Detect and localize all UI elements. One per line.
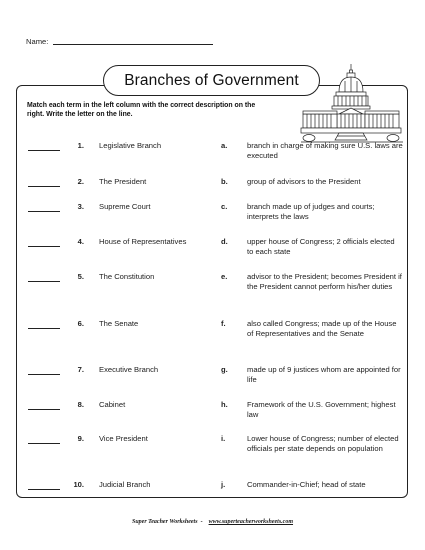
option-letter: c. bbox=[221, 202, 228, 211]
term-text: House of Representatives bbox=[99, 237, 187, 246]
description-text: Lower house of Congress; number of elected officials per state depends on population bbox=[247, 434, 399, 453]
answer-blank[interactable] bbox=[28, 246, 60, 247]
answer-blank[interactable] bbox=[28, 374, 60, 375]
item-number: 4. bbox=[77, 237, 84, 246]
option-letter: a. bbox=[221, 141, 228, 150]
item-number: 10. bbox=[73, 480, 84, 489]
page-title-text: Branches of Government bbox=[124, 71, 299, 89]
description-text: made up of 9 justices whom are appointed for life bbox=[247, 365, 401, 384]
footer-link[interactable]: www.superteacherworksheets.com bbox=[208, 519, 294, 525]
answer-blank[interactable] bbox=[28, 186, 60, 187]
name-label: Name: bbox=[26, 37, 49, 46]
name-blank-line[interactable] bbox=[53, 44, 213, 45]
term-text: The President bbox=[99, 177, 147, 186]
item-number: 6. bbox=[77, 319, 84, 328]
term-text: Cabinet bbox=[99, 400, 126, 409]
term-text: Legislative Branch bbox=[99, 141, 162, 150]
term-text: The Constitution bbox=[99, 272, 155, 281]
term-text: Vice President bbox=[99, 434, 148, 443]
description-text: advisor to the President; becomes President if the President cannot perform his/her duties bbox=[247, 272, 402, 291]
option-letter: d. bbox=[221, 237, 228, 246]
term-text: Judicial Branch bbox=[99, 480, 151, 489]
option-letter: j. bbox=[221, 480, 226, 489]
term-text: The Senate bbox=[99, 319, 139, 328]
item-number: 3. bbox=[77, 202, 84, 211]
option-letter: b. bbox=[221, 177, 228, 186]
item-number: 8. bbox=[77, 400, 84, 409]
answer-blank[interactable] bbox=[28, 150, 60, 151]
description-text: also called Congress; made up of the House of Representatives and the Senate bbox=[247, 319, 397, 338]
option-letter: f. bbox=[221, 319, 226, 328]
item-number: 5. bbox=[77, 272, 84, 281]
description-text: branch made up of judges and courts; interprets the laws bbox=[247, 202, 375, 221]
footer-separator: - bbox=[200, 519, 203, 525]
name-field bbox=[26, 37, 213, 46]
page-title bbox=[103, 65, 320, 96]
description-text: branch in charge of making sure U.S. laws are executed bbox=[247, 141, 403, 160]
term-text: Supreme Court bbox=[99, 202, 151, 211]
item-number: 1. bbox=[77, 141, 84, 150]
option-letter: i. bbox=[221, 434, 226, 443]
option-letter: e. bbox=[221, 272, 228, 281]
footer bbox=[0, 519, 425, 525]
answer-blank[interactable] bbox=[28, 443, 60, 444]
description-text: Commander-in-Chief; head of state bbox=[247, 480, 366, 489]
item-number: 9. bbox=[77, 434, 84, 443]
term-text: Executive Branch bbox=[99, 365, 159, 374]
description-text: group of advisors to the President bbox=[247, 177, 361, 186]
answer-blank[interactable] bbox=[28, 281, 60, 282]
item-number: 7. bbox=[77, 365, 84, 374]
capitol-building-icon bbox=[299, 62, 409, 152]
option-letter: g. bbox=[221, 365, 228, 374]
answer-blank[interactable] bbox=[28, 489, 60, 490]
answer-blank[interactable] bbox=[28, 328, 60, 329]
instructions-text: Match each term in the left column with the correct description on the right. Write the letter on the line. bbox=[27, 102, 256, 118]
option-letter: h. bbox=[221, 400, 228, 409]
footer-brand: Super Teacher Worksheets bbox=[131, 519, 198, 525]
item-number: 2. bbox=[77, 177, 84, 186]
description-text: Framework of the U.S. Government; highest law bbox=[247, 400, 396, 419]
answer-blank[interactable] bbox=[28, 211, 60, 212]
answer-blank[interactable] bbox=[28, 409, 60, 410]
description-text: upper house of Congress; 2 officials elected to each state bbox=[247, 237, 395, 256]
